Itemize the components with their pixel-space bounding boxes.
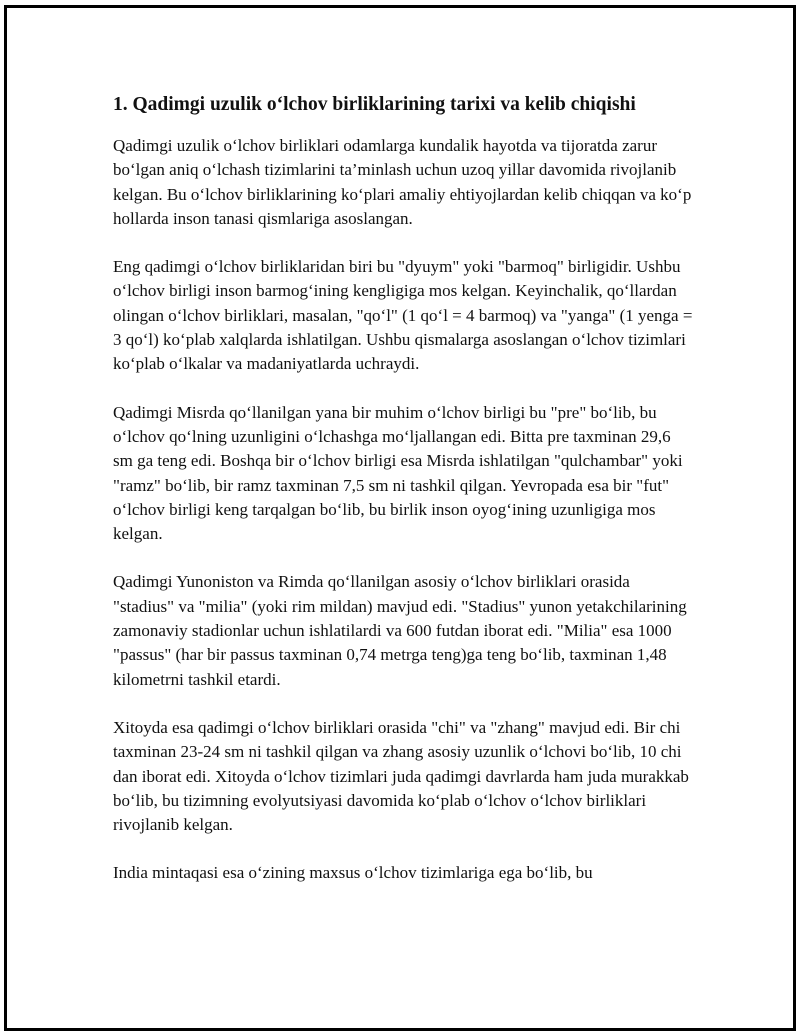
paragraph-intro: Qadimgi uzulik o‘lchov birliklari odamlarga kundalik hayotda va tijoratda zarur bo‘lgan aniq o‘lchash tizimlarini ta’minlash uchun uzoq yillar davomida rivojlanib kelgan. Bu o‘lchov birliklarining ko‘plari amaliy ehtiyojlardan kelib chiqqan va ko‘p hollarda inson tanasi qismlariga asoslangan. [113, 136, 692, 228]
paragraph-greece-rome-units: Qadimgi Yunoniston va Rimda qo‘llanilgan asosiy o‘lchov birliklari orasida "stadius" va "milia" (yoki rim mildan) mavjud edi. "Stadius" yunon yetakchilarining zamonaviy stadionlar uchun ishlatilardi va 600 futdan iborat edi. "Milia" esa 1000 "passus" (har bir passus taxminan 0,74 metrga teng)ga teng bo‘lib, taxminan 1,48 kilometrni tashkil etardi. [113, 572, 687, 689]
paragraph-egypt-units: Qadimgi Misrda qo‘llanilgan yana bir muhim o‘lchov birligi bu "pre" bo‘lib, bu o‘lchov qo‘lning uzunligini o‘lchashga mo‘ljallangan edi. Bitta pre taxminan 29,6 sm ga teng edi. Boshqa bir o‘lchov birligi esa Misrda ishlatilgan "qulchambar" yoki "ramz" bo‘lib, bir ramz taxminan 7,5 sm ni tashkil qilgan. Yevropada esa bir "fut" o‘lchov birligi keng tarqalgan bo‘lib, bu birlik inson oyog‘ining uzunligiga mos kelgan. [113, 402, 683, 544]
paragraph-china-units: Xitoyda esa qadimgi o‘lchov birliklari orasida "chi" va "zhang" mavjud edi. Bir chi taxminan 23-24 sm ni tashkil qilgan va zhang asosiy uzunlik o‘lchovi bo‘lib, 10 chi dan iborat edi. Xitoyda o‘lchov tizimlari juda qadimgi davrlarda ham juda murakkab bo‘lib, bu tizimning evolyutsiyasi davomida ko‘plab o‘lchov o‘lchov birliklari rivojlanib kelgan. [113, 717, 689, 835]
paragraph-india-units: India mintaqasi esa o‘zining maxsus o‘lchov tizimlariga ega bo‘lib, bu [113, 863, 593, 883]
document-body [113, 88, 693, 910]
paragraph-finger-units: Eng qadimgi o‘lchov birliklaridan biri bu "dyuym" yoki "barmoq" birligidir. Ushbu o‘lchov birligi inson barmog‘ining kengligiga mos kelgan. Keyinchalik, qo‘llardan olingan o‘lchov birliklari, masalan, "qo‘l" (1 qo‘l = 4 barmoq) va "yanga" (1 yenga = 3 qo‘l) ko‘plab xalqlarda ishlatilgan. Ushbu qismalarga asoslangan o‘lchov tizimlari ko‘plab o‘lkalar va madaniyatlarda uchraydi. [113, 257, 693, 374]
section-heading: 1. Qadimgi uzulik o‘lchov birliklarining tarixi va kelib chiqishi [113, 94, 636, 115]
